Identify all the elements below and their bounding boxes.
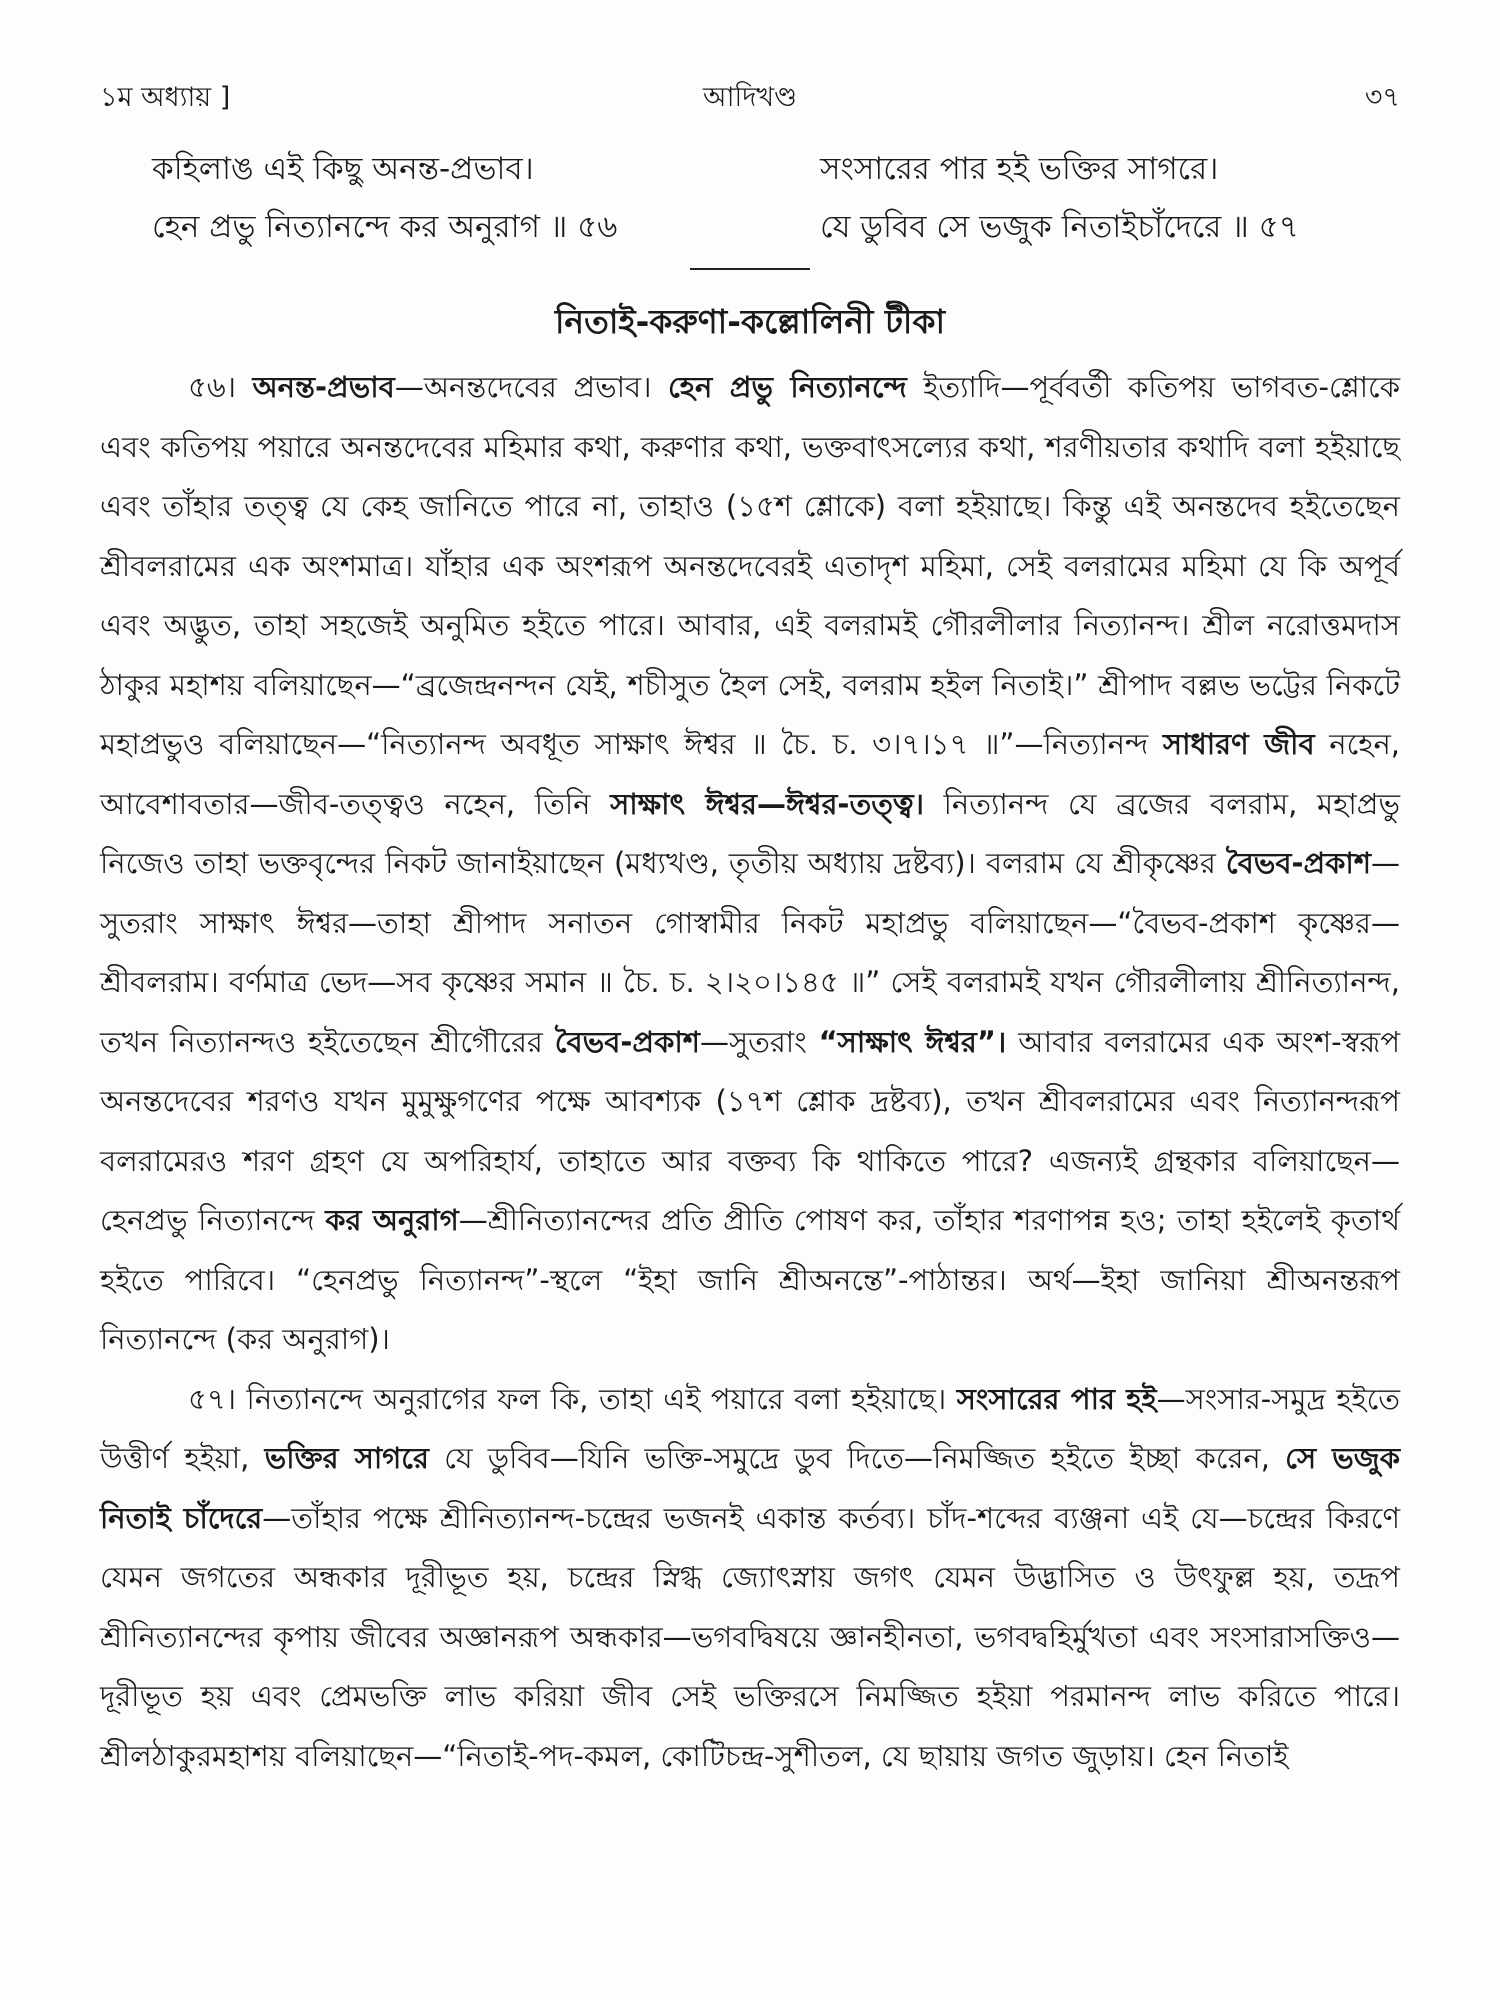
verse-column-right <box>820 140 1440 256</box>
gloss-term: অনন্ত-প্রভাব <box>252 370 395 404</box>
gloss-text: নিত্যানন্দ যে ব্রজের বলরাম, মহাপ্রভু নিজেও তাহা ভক্তবৃন্দের নিকট জানাইয়াছেন (মধ্যখণ্ড, তৃতীয় অধ্যায় দ্রষ্টব্য)। বলরাম যে শ্রীকৃষ্ণের <box>100 786 1401 880</box>
gloss-term: কর অনুরাগ <box>325 1203 459 1237</box>
verse-column-left <box>152 140 772 256</box>
gloss-text: —শ্রীনিত্যানন্দের প্রতি প্রীতি পোষণ কর, তাঁহার শরণাপন্ন হও; তাহা হইলেই কৃতার্থ হইতে পারিবে। “হেনপ্রভু নিত্যানন্দ”-স্থলে “ইহা জানি শ্রীঅনন্তে”-পাঠান্তর। অর্থ—ইহা জানিয়া শ্রীঅনন্তরূপ নিত্যানন্দে (কর অনুরাগ)। <box>100 1203 1401 1356</box>
gloss-term: সে ভজুক নিতাই চাঁদেরে <box>100 1441 1401 1535</box>
chapter-label: ১ম অধ্যায় ] <box>100 82 231 113</box>
gloss-text: —সুতরাং <box>699 1024 807 1059</box>
running-header <box>100 78 1400 118</box>
gloss-term: সাক্ষাৎ ঈশ্বর—ঈশ্বর-তত্ত্ব। <box>610 786 924 821</box>
gloss-text: যে ডুবিব—যিনি ভক্তি-সমুদ্রে ডুব দিতে—নিমজ্জিত হইতে ইচ্ছা করেন, <box>444 1441 1270 1475</box>
section-divider <box>690 268 810 270</box>
gloss-text: —সুতরাং সাক্ষাৎ ঈশ্বর—তাহা শ্রীপাদ সনাতন গোস্বামীর নিকট মহাপ্রভু বলিয়াছেন—“বৈভব-প্রকাশ কৃষ্ণের—শ্রীবলরাম। বর্ণমাত্র ভেদ—সব কৃষ্ণের সমান ॥ চৈ. চ. ২।২০।১৪৫ ॥” সেই বলরামই যখন গৌরলীলায় শ্রীনিত্যানন্দ, তখন নিত্যানন্দও হইতেছেন শ্রীগৌরের <box>100 846 1401 1059</box>
gloss-text: —অনন্তদেবের প্রভাব। <box>394 370 652 404</box>
commentary-body <box>100 358 1400 1786</box>
gloss-text: ইত্যাদি—পূর্ববর্তী কতিপয় ভাগবত-শ্লোকে এবং কতিপয় পয়ারে অনন্তদেবের মহিমার কথা, করুণার কথা, ভক্তবাৎসল্যের কথা, শরণীয়তার কথাদি বলা হইয়াছে এবং তাঁহার তত্ত্ব যে কেহ জানিতে পারে না, তাহাও (১৫শ শ্লোকে) বলা হইয়াছে। কিন্তু এই অনন্তদেব হইতেছেন শ্রীবলরামের এক অংশমাত্র। যাঁহার এক অংশরূপ অনন্তদেবেরই এতাদৃশ মহিমা, সেই বলরামের মহিমা যে কি অপূর্ব এবং অদ্ভুত, তাহা সহজেই অনুমিত হইতে পারে। আবার, এই বলরামই গৌরলীলার নিত্যানন্দ। শ্রীল নরোত্তমদাস ঠাকুর মহাশয় বলিয়াছেন—“ব্রজেন্দ্রনন্দন যেই, শচীসুত হৈল সেই, বলরাম হইল নিতাই।” শ্রীপাদ বল্লভ ভট্টের নিকটে মহাপ্রভুও বলিয়াছেন—“নিত্যানন্দ অবধূত সাক্ষাৎ ঈশ্বর ॥ চৈ. চ. ৩।৭।১৭ ॥”—নিত্যানন্দ <box>100 370 1400 761</box>
gloss-term: সংসারের পার হই <box>956 1381 1157 1416</box>
section-title: আদিখণ্ড <box>702 82 798 113</box>
gloss-term: ভক্তির সাগরে <box>264 1441 429 1475</box>
commentary-paragraph-57 <box>100 1370 1400 1787</box>
verse-line: হেন প্রভু নিত্যানন্দে কর অনুরাগ ॥ ৫৬ <box>152 209 618 245</box>
gloss-term: হেন প্রভু নিত্যানন্দে <box>668 370 907 404</box>
gloss-text: —সংসার-সমুদ্র হইতে উত্তীর্ণ হইয়া, <box>100 1381 1401 1475</box>
gloss-text: নহেন, আবেশাবতার—জীব-তত্ত্বও নহেন, তিনি <box>100 727 1401 821</box>
gloss-term: বৈভব-প্রকাশ <box>554 1024 700 1059</box>
gloss-text: —তাঁহার পক্ষে শ্রীনিত্যানন্দ-চন্দ্রের ভজনই একান্ত কর্তব্য। চাঁদ-শব্দের ব্যঞ্জনা এই যে—চন্দ্রের কিরণে যেমন জগতের অন্ধকার দূরীভূত হয়, চন্দ্রের স্নিগ্ধ জ্যোৎস্নায় জগৎ যেমন উদ্ভাসিত ও উৎফুল্ল হয়, তদ্রূপ শ্রীনিত্যানন্দের কৃপায় জীবের অজ্ঞানরূপ অন্ধকার—ভগবদ্বিষয়ে জ্ঞানহীনতা, ভগবদ্বহির্মুখতা এবং সংসারাসক্তিও—দূরীভূত হয় এবং প্রেমভক্তি লাভ করিয়া জীব সেই ভক্তিরসে নিমজ্জিত হইয়া পরমানন্দ লাভ করিতে পারে। শ্রীলঠাকুরমহাশয় বলিয়াছেন—“নিতাই-পদ-কমল, কোটিচন্দ্র-সুশীতল, যে ছায়ায় জগত জুড়ায়। হেন নিতাই <box>100 1500 1400 1773</box>
page-number: ৩৭ <box>1364 82 1400 113</box>
verse-line: কহিলাঙ এই কিছু অনন্ত-প্রভাব। <box>152 151 534 187</box>
gloss-text: আবার বলরামের এক অংশ-স্বরূপ অনন্তদেবের শরণও যখন মুমুক্ষুগণের পক্ষে আবশ্যক (১৭শ শ্লোক দ্রষ্টব্য), তখন শ্রীবলরামের এবং নিত্যানন্দরূপ বলরামেরও শরণ গ্রহণ যে অপরিহার্য, তাহাতে আর বক্তব্য কি থাকিতে পারে? এজন্যই গ্রন্থকার বলিয়াছেন—হেনপ্রভু নিত্যানন্দে <box>100 1024 1401 1237</box>
commentary-paragraph-56 <box>100 358 1400 1370</box>
verse-line: যে ডুবিব সে ভজুক নিতাইচাঁদেরে ॥ ৫৭ <box>820 209 1299 245</box>
verse-line: সংসারের পার হই ভক্তির সাগরে। <box>820 151 1219 187</box>
verse-number: ৫৬। <box>188 370 237 404</box>
gloss-term: বৈভব-প্রকাশ <box>1225 846 1372 880</box>
verse-number: ৫৭। <box>188 1381 237 1416</box>
commentary-title: নিতাই-করুণা-কল্লোলিনী টীকা <box>554 302 946 341</box>
gloss-term: “সাক্ষাৎ ঈশ্বর”। <box>818 1024 1007 1059</box>
gloss-text: নিত্যানন্দে অনুরাগের ফল কি, তাহা এই পয়ারে বলা হইয়াছে। <box>246 1381 947 1416</box>
gloss-term: সাধারণ জীব <box>1162 727 1315 761</box>
